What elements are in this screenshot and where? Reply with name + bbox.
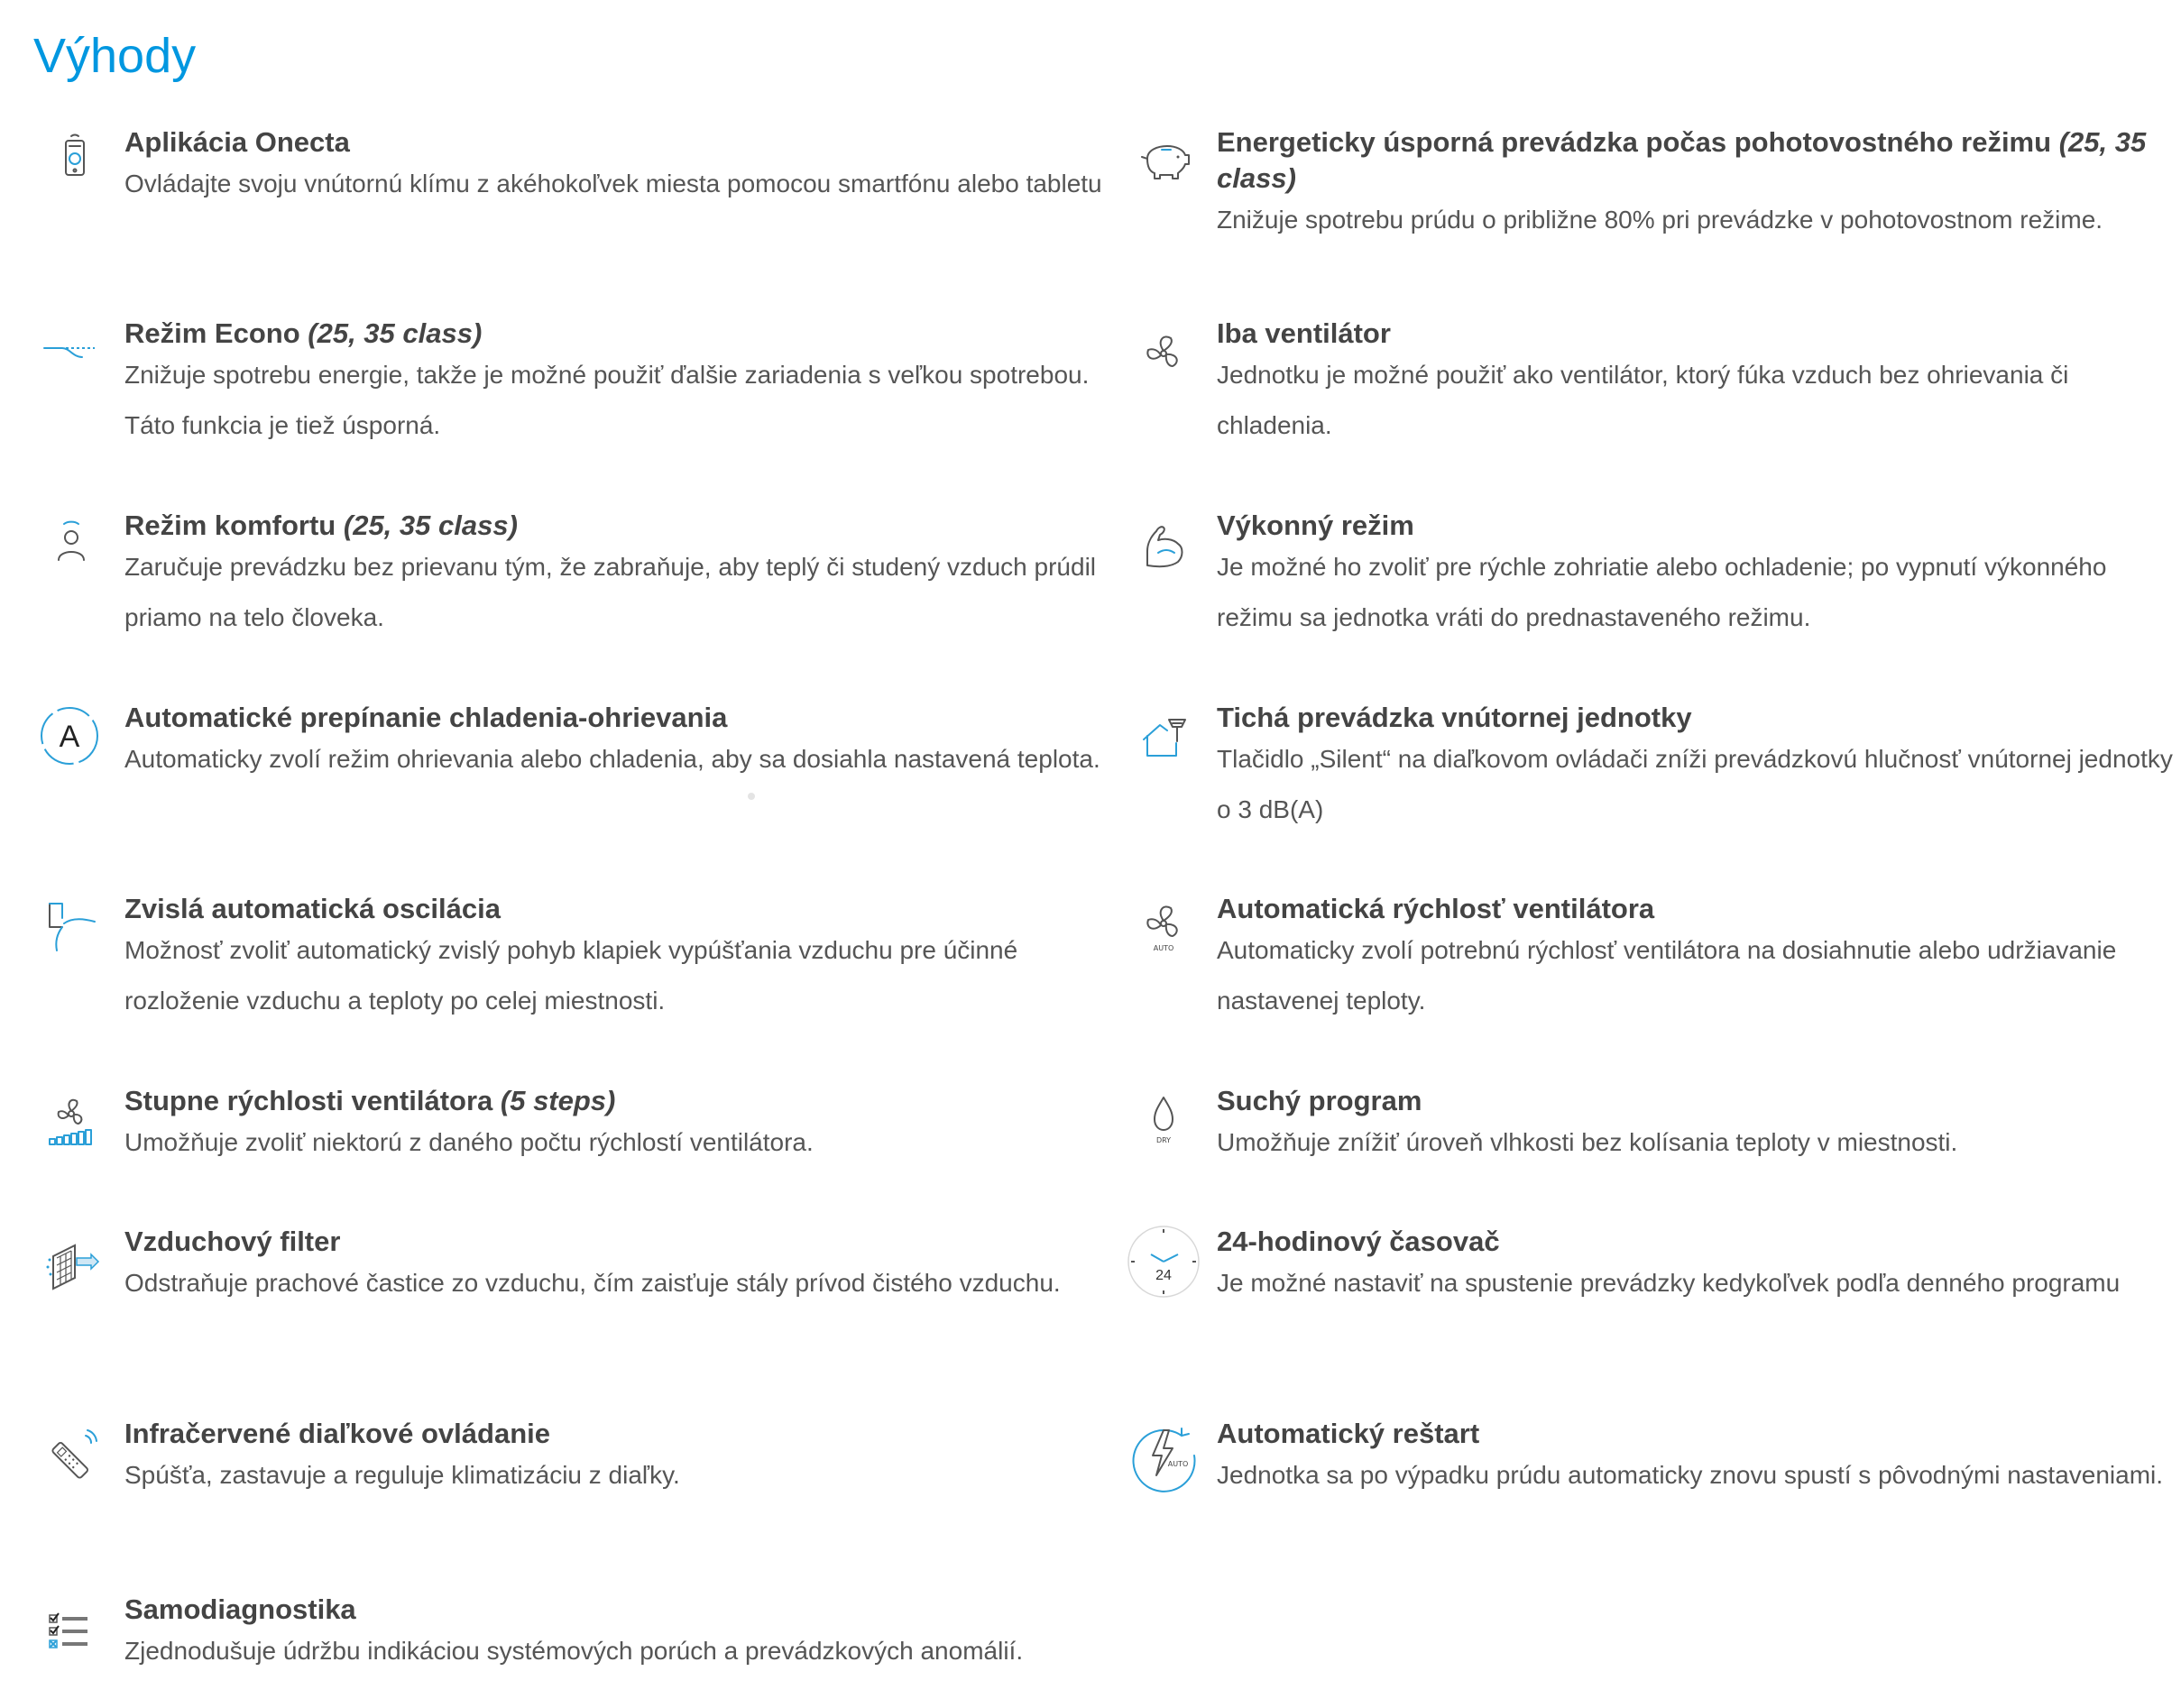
feature-title: Režim komfortu (25, 35 class) <box>124 510 518 541</box>
svg-text:24: 24 <box>1155 1268 1172 1283</box>
feature-title: Samodiagnostika <box>124 1593 356 1625</box>
feature-description: Zaručuje prevádzku bez prievanu tým, že zabraňuje, aby teplý či studený vzduch prúdil priamo na telo človeka. <box>124 553 1097 631</box>
feature-description: Je možné ho zvoliť pre rýchle zohriatie alebo ochladenie; po vypnutí výkonného režimu sa jednotka vráti do prednastaveného režimu. <box>1217 553 2107 631</box>
feature-description: Tlačidlo „Silent“ na diaľkovom ovládači zníži prevádzkovú hlučnosť vnútornej jednotky o 3 dB(A) <box>1217 745 2173 823</box>
auto-restart-icon <box>1131 1416 1209 1493</box>
feature-title: Aplikácia Onecta <box>124 126 350 158</box>
feature-description: Znižuje spotrebu prúdu o približne 80% pri prevádzke v pohotovostnom režime. <box>1217 206 2103 234</box>
air-filter-icon <box>39 1224 116 1301</box>
decorative-dot <box>748 793 755 800</box>
feature-title: Automatická rýchlosť ventilátora <box>1217 893 1655 924</box>
feature-title: Režim Econo (25, 35 class) <box>124 317 483 349</box>
feature-description: Umožňuje zvoliť niektorú z daného počtu rýchlostí ventilátora. <box>124 1128 814 1156</box>
fan-auto-icon <box>1131 891 1209 969</box>
svg-text:A: A <box>59 720 80 754</box>
remote-control-icon <box>39 1416 116 1493</box>
feature-description: Je možné nastaviť na spustenie prevádzky kedykoľvek podľa denného programu <box>1217 1269 2121 1297</box>
econo-curve-icon <box>39 316 116 393</box>
feature-title: Tichá prevádzka vnútornej jednotky <box>1217 702 1692 733</box>
feature-title: Vzduchový filter <box>124 1226 341 1257</box>
svg-text:AUTO: AUTO <box>1167 1460 1189 1468</box>
fan-speed-steps-icon <box>39 1083 116 1161</box>
feature-description: Znižuje spotrebu energie, takže je možné použiť ďalšie zariadenia s veľkou spotrebou. Táto funkcia je tiež úsporná. <box>124 361 1090 439</box>
person-comfort-icon <box>39 508 116 585</box>
feature-description: Umožňuje znížiť úroveň vlhkosti bez kolísania teploty v miestnosti. <box>1217 1128 1958 1156</box>
feature-description: Ovládajte svoju vnútornú klímu z akéhokoľvek miesta pomocou smartfónu alebo tabletu <box>124 170 1102 197</box>
feature-title: Automatické prepínanie chladenia-ohrievania <box>124 702 728 733</box>
vertical-swing-icon <box>39 891 116 969</box>
dry-drop-icon <box>1131 1083 1209 1161</box>
svg-text:AUTO: AUTO <box>1153 944 1174 952</box>
feature-title: Výkonný režim <box>1217 510 1414 541</box>
feature-description: Spúšťa, zastavuje a reguluje klimatizáciu z diaľky. <box>124 1461 680 1489</box>
feature-description: Automaticky zvolí potrebnú rýchlosť ventilátora na dosiahnutie alebo udržiavanie nastavenej teploty. <box>1217 936 2117 1015</box>
feature-description: Jednotku je možné použiť ako ventilátor, ktorý fúka vzduch bez ohrievania či chladenia. <box>1217 361 2069 439</box>
feature-title: Iba ventilátor <box>1217 317 1391 349</box>
flexed-arm-icon <box>1131 508 1209 585</box>
feature-description: Odstraňuje prachové častice zo vzduchu, čím zaisťuje stály prívod čistého vzduchu. <box>124 1269 1061 1297</box>
feature-title: 24-hodinový časovač <box>1217 1226 1500 1257</box>
checklist-icon <box>39 1592 116 1669</box>
feature-title: Stupne rýchlosti ventilátora (5 steps) <box>124 1085 616 1116</box>
smartphone-app-icon <box>39 124 116 202</box>
feature-title: Infračervené diaľkové ovládanie <box>124 1418 550 1449</box>
feature-description: Možnosť zvoliť automatický zvislý pohyb klapiek vypúšťania vzduchu pre účinné rozloženie vzduchu a teploty po celej miestnosti. <box>124 936 1018 1015</box>
page-title: Výhody <box>33 29 197 83</box>
piggy-bank-icon <box>1131 124 1209 202</box>
clock-24-icon <box>1131 1224 1209 1301</box>
fan-icon <box>1131 316 1209 393</box>
svg-text:DRY: DRY <box>1155 1136 1172 1144</box>
feature-description: Jednotka sa po výpadku prúdu automaticky znovu spustí s pôvodnými nastaveniami. <box>1217 1461 2164 1489</box>
auto-a-circle-icon <box>39 700 116 777</box>
feature-title: Automatický reštart <box>1217 1418 1480 1449</box>
feature-title: Suchý program <box>1217 1085 1422 1116</box>
silent-house-icon <box>1131 700 1209 777</box>
feature-title: Energeticky úsporná prevádzka počas pohotovostného režimu (25, 35 class) <box>1217 126 2147 194</box>
feature-title: Zvislá automatická oscilácia <box>124 893 501 924</box>
feature-description: Automaticky zvolí režim ohrievania alebo chladenia, aby sa dosiahla nastavená teplota. <box>124 745 1100 773</box>
feature-description: Zjednodušuje údržbu indikáciou systémových porúch a prevádzkových anomálií. <box>124 1637 1024 1665</box>
